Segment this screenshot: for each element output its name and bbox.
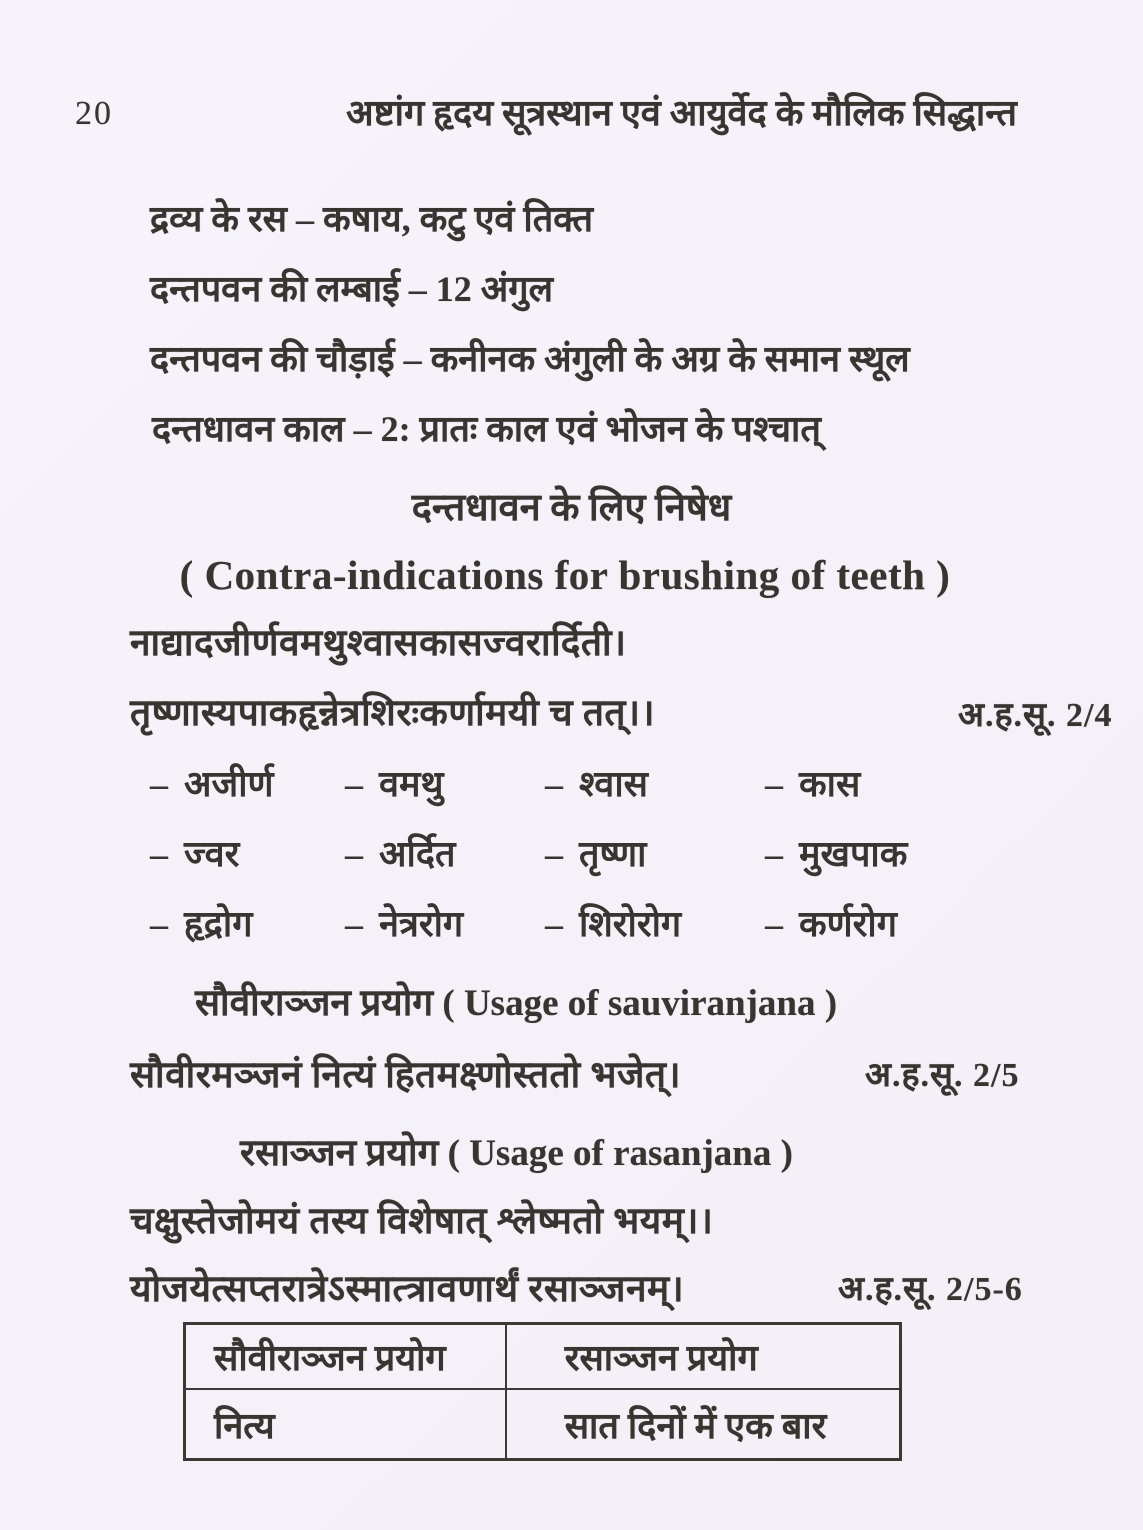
fact-line-width: दन्तपवन की चौड़ाई – कनीनक अंगुली के अग्र के समान स्थूल [150,339,910,379]
contra-item-label: नेत्ररोग [379,904,464,944]
rasanjana-shloka-line-1: चक्षुस्तेजोमयं तस्य विशेषात् श्लेष्मतो भयम्।। [130,1201,714,1242]
contra-item-label: श्वास [579,764,648,804]
contra-item-label: शिरोरोग [579,904,682,944]
verse-reference-2-5: अ.ह.सू. 2/5 [865,1057,1020,1094]
fact-line-rasa: द्रव्य के रस – कषाय, कटु एवं तिक्त [150,199,594,239]
fact-line-length: दन्तपवन की लम्बाई – 12 अंगुल [150,269,553,309]
contra-item [345,898,463,947]
shloka-line-1: नाद्यादजीर्णवमथुश्वासकासज्वरार्दिती। [130,623,627,664]
verse-reference-2-5-6: अ.ह.सू. 2/5-6 [838,1271,1023,1308]
table-header-row [185,1324,901,1390]
dash-glyph: – [150,904,168,944]
contra-item [765,898,897,947]
contra-item-label: अर्दित [379,834,456,874]
contra-item [545,828,646,877]
sauviranjana-shloka [130,1052,1143,1100]
verse-reference-2-4: अ.ह.सू. 2/4 [958,697,1113,734]
contra-item-label: कर्णरोग [799,904,897,944]
dash-glyph: – [545,764,563,804]
table-header-sauviranjana: सौवीराञ्जन प्रयोग [185,1324,506,1390]
contra-item [545,898,681,947]
page-header-title: अष्टांग हृदय सूत्रस्थान एवं आयुर्वेद के मौलिक सिद्धान्त [346,93,1017,133]
contra-item [765,758,860,807]
rasanjana-shloka-line-2 [130,1266,1143,1314]
section-heading-hindi: दन्तधावन के लिए निषेध [411,487,732,529]
rasanjana-heading: रसाञ्जन प्रयोग ( Usage of rasanjana ) [240,1133,793,1174]
contra-item [765,828,907,877]
dash-glyph: – [345,764,363,804]
dash-glyph: – [345,904,363,944]
table-header-rasanjana: रसाञ्जन प्रयोग [506,1324,901,1390]
dash-glyph: – [765,764,783,804]
shloka-line-2 [130,690,1143,738]
table-row [185,1389,901,1460]
contra-item [150,898,253,947]
contra-item [150,758,274,807]
contra-item-label: मुखपाक [799,834,908,874]
section-heading-english: ( Contra-indications for brushing of teeth ) [179,552,951,598]
dash-glyph: – [150,764,168,804]
rasanjana-shloka-line-2-text: योजयेत्सप्तरात्रेऽस्मात्त्रावणार्थं रसाञ्जनम्। [130,1269,685,1310]
contra-item-label: ज्वर [184,834,240,874]
shloka-line-2-text: तृष्णास्यपाकहृन्नेत्रशिरःकर्णामयी च तत्।। [130,693,656,734]
page-number: 20 [75,95,113,132]
contra-item-label: तृष्णा [579,834,647,874]
dash-glyph: – [545,834,563,874]
dash-glyph: – [765,834,783,874]
contra-item [345,758,444,807]
sauviranjana-shloka-text: सौवीरमञ्जनं नित्यं हितमक्ष्णोस्ततो भजेत्। [130,1055,682,1096]
table-cell-weekly: सात दिनों में एक बार [506,1389,901,1460]
dash-glyph: – [765,904,783,944]
contra-item [345,828,455,877]
anjana-comparison-table [183,1322,902,1461]
dash-glyph: – [545,904,563,944]
dash-glyph: – [150,834,168,874]
contra-item-label: अजीर्ण [184,764,274,804]
contra-item-label: वमथु [379,764,444,804]
contra-item [150,828,239,877]
sauviranjana-heading: सौवीराञ्जन प्रयोग ( Usage of sauviranjana ) [195,983,838,1024]
contra-item [545,758,648,807]
contra-item-label: कास [799,764,861,804]
table-cell-nitya: नित्य [185,1389,506,1460]
fact-line-time: दन्तधावन काल – 2: प्रातः काल एवं भोजन के पश्चात् [152,409,821,449]
contra-item-label: हृद्रोग [184,904,253,944]
dash-glyph: – [345,834,363,874]
